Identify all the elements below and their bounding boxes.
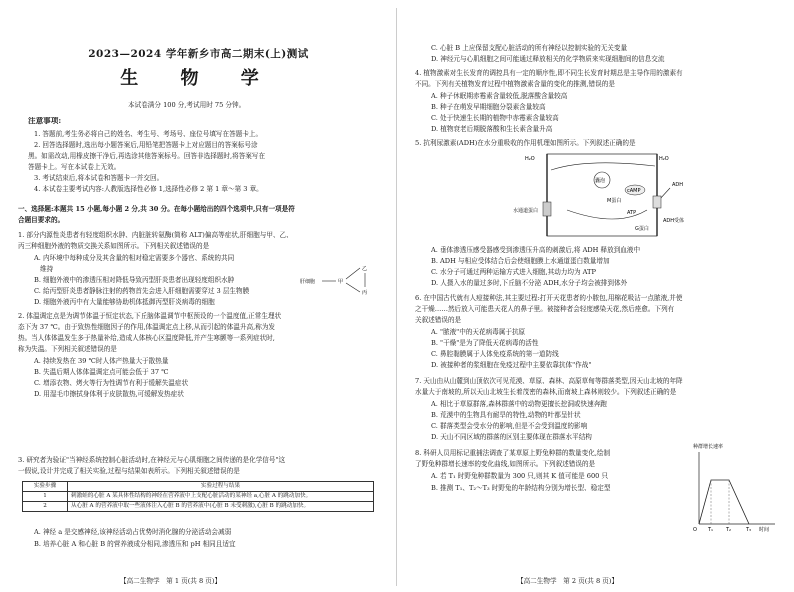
q6-option-c: C. 鼻腔黏膜属于人体免疫系统的第一道防线	[431, 350, 559, 358]
q1-label-liver-cell: 肝细胞	[300, 279, 316, 285]
q5-label-aquaporin: 水通道蛋白	[513, 208, 539, 214]
note-line: 4. 本试卷主要考试内容:人教版选择性必修 1,选择性必修 2 第 1 章～第 3 章。	[34, 185, 263, 193]
q3-option-b: B. 培养心脏 A 和心脏 B 的营养液成分相同,渗透压和 pH 相同且适宜	[34, 540, 236, 548]
q5-label-camp: cAMP	[627, 188, 641, 194]
note-line: 答题卡上。写在本试卷上无效。	[28, 163, 121, 171]
q8-stem: 8. 科研人员用标记重捕法调查了某草原上野兔种群的数量变化,绘制	[415, 449, 611, 457]
q5-option-c: C. 水分子可通过两种运输方式进入细胞,其动力均为 ATP	[431, 268, 596, 276]
q4-option-b: B. 种子在萌发早期细胞分裂素含量较高	[431, 103, 546, 111]
q2-stem: 热。当人体体温发生多于热量补给,造成人体核心区温度降低,并产生寒颤等一系列症状时,	[18, 334, 275, 342]
q2-option-a: A. 持续发热在 39 ℃时人体产热量大于散热量	[34, 357, 169, 365]
q1-option-a-cont: 维持	[40, 265, 54, 273]
q6-stem: 之干燥……然后放入可能患天花人的鼻子里。被接种者会轻度感染天花,然后痊愈。下列有	[415, 305, 675, 313]
q5-diagram	[507, 150, 707, 240]
q5-label-h2o-right: H₂O	[659, 156, 669, 162]
note-line: 2. 回答选择题时,选出每小题答案后,用铅笔把答题卡上对应题目的答案标号涂	[34, 141, 258, 149]
q5-option-d: D. 人摄入水的量过多时,下丘脑不分泌 ADH,水分子均会被排到体外	[431, 279, 628, 287]
q5-stem: 5. 抗利尿激素(ADH)在水分重吸收的作用机理如图所示。下列叙述正确的是	[415, 139, 636, 147]
q5-option-a: A. 垂体渗透压感受器感受到渗透压升高的刺激后,将 ADH 释放到血液中	[431, 246, 641, 254]
page-footer: 【高二生物学 第 2 页(共 8 页)】	[517, 577, 619, 585]
q5-label-vesicle: 囊泡	[595, 178, 606, 184]
q3-stem: 一假说,设计并完成了相关实验,过程与结果如表所示。下列相关叙述错误的是	[18, 467, 240, 475]
table-cell: 1	[23, 492, 68, 502]
q1-stem: 丙三种细胞外液的物质交换关系如图所示。下列相关叙述错误的是	[18, 242, 210, 250]
q8-label-y-axis: 种群增长速率	[693, 444, 724, 450]
q5-label-g-protein: G蛋白	[635, 226, 649, 232]
q5-label-receptor: ADH受体	[663, 218, 685, 224]
table-cell: 刺激蛙的心脏 A 某具体性结构的神经在营养液中上支配心脏活动的某神经 a,心脏 A 的跳动加快。	[68, 492, 374, 502]
q5-label-adh: ADH	[672, 182, 684, 188]
q4-stem: 不同。下列有关植物发育过程中植物激素含量的变化的推测,错误的是	[415, 80, 615, 88]
q6-stem: 关叙述错误的是	[415, 316, 462, 324]
q1-stem: 1. 部分内源性炎患者有轻度组织水肿、内脏脏转氨酶(简称 ALT)偏高等症状,肝细胞与甲、乙、	[18, 231, 293, 239]
q2-option-b: B. 失温后期人体体温调定点可能会低于 37 ℃	[34, 368, 169, 376]
table-header-row	[23, 482, 374, 492]
q6-option-d: D. 被接种者的浆细胞在免疫过程中主要依靠抗体"作战"	[431, 361, 592, 369]
q2-option-d: D. 用湿毛巾擦拭身体利于皮肤散热,可缓解发热症状	[34, 390, 184, 398]
q6-option-a: A. "脓液"中的天花病毒属于抗原	[431, 328, 526, 336]
section-heading-cont: 合题目要求的。	[18, 216, 65, 224]
q7-option-b: B. 荒漠中的生物具有耐旱的特性,动物的叶都呈针状	[431, 411, 581, 419]
q1-label-jia: 甲	[338, 279, 344, 285]
q5-label-h2o-left: H₂O	[525, 156, 535, 162]
q2-stem: 态下为 37 ℃。由于致热性细胞因子的作用,体温调定点上移,从而引起的体温升高,称为发	[18, 323, 276, 331]
q1-label-bing: 丙	[362, 290, 368, 296]
table-header: 实验步骤	[23, 482, 68, 492]
q4-option-a: A. 种子休眠期赤霉素含量较低,脱落酸含量较高	[431, 92, 568, 100]
q5-option-b: B. ADH 与相应受体结合后会使细胞膜上水通道蛋白数量增加	[431, 257, 610, 265]
section-heading: 一、选择题:本题共 15 小题,每小题 2 分,共 30 分。在每小题给出的四个选项中,只有一项是符	[18, 205, 295, 213]
page-footer: 【高二生物学 第 1 页(共 8 页)】	[120, 577, 222, 585]
q8-label-t1: T₁	[708, 527, 714, 533]
q8-label-origin: O	[693, 527, 697, 533]
q3-option-c: C. 心脏 B 上应保留支配心脏活动的所有神经以控制实验的无关变量	[431, 44, 628, 52]
q4-stem: 4. 植物激素对生长发育的调控具有一定的顺序性,即不同生长发育时期总是主导作用的激素有	[415, 69, 683, 77]
q2-stem: 2. 体温调定点是为调节体温于恒定状态,下丘脑体温调节中枢预设的一个温度值,正常生理状	[18, 312, 282, 320]
q8-option-a: A. 若 T₁ 时野兔种群数量为 300 只,则其 K 值可能是 600 只	[431, 472, 609, 480]
q4-option-c: C. 处于快速生长期的植物中赤霉素含量较高	[431, 114, 559, 122]
subject-title: 生 物 学	[120, 68, 277, 89]
table-row	[23, 502, 374, 512]
exam-title: 2023—2024 学年新乡市高二期末(上)测试	[88, 48, 309, 60]
table-cell: 从心脏 A 的营养液中取一些液体注入心脏 B 的营养液中(心脏 B 未受刺激),心脏 B 的跳动加快。	[68, 502, 374, 512]
q3-option-d: D. 神经元与心肌细胞之间可能通过释放相关的化学物质来实现细胞间的信息交流	[431, 55, 665, 63]
q3-stem: 3. 研究者为验证"当神经系统控制心脏活动时,在神经元与心肌细胞之间传递的是化学信号"这	[18, 456, 286, 464]
q7-option-d: D. 天山不同区域的群落的区别主要体现在群落水平结构	[431, 433, 592, 441]
table-cell: 2	[23, 502, 68, 512]
page-right	[397, 0, 794, 592]
q1-option-a: A. 内环境中每种成分及其含量的相对稳定需要多个器官、系统的共同	[34, 254, 235, 262]
notes-heading: 注意事项:	[28, 117, 62, 125]
q2-stem: 称为失温。下列相关叙述错误的是	[18, 345, 117, 353]
q3-option-a: A. 神经 a 是交感神经,该神经活动占优势时消化腺的分泌活动会减弱	[34, 528, 232, 536]
q3-table	[22, 481, 374, 512]
q6-stem: 6. 在中国古代就有人痘接种法,其主要过程:打开天花患者的小脓包,用棉花吸沾一点脓液,并使	[415, 294, 683, 302]
q5-label-atp: ATP	[627, 210, 637, 216]
q6-option-b: B. "干燥"是为了降低天花病毒的活性	[431, 339, 539, 347]
q8-label-time: 时间	[759, 527, 770, 533]
q1-option-d: D. 细胞外液丙中有大量能够协助机体抵御丙型肝炎病毒的细胞	[34, 298, 215, 306]
q8-label-t3: T₃	[746, 527, 752, 533]
q7-stem: 水量大于南坡的,所以天山北坡生长着茂密的森林,而南坡上森林则较少。下列叙述正确的是	[415, 388, 677, 396]
q4-option-d: D. 植物衰老后期脱落酸和生长素含量升高	[431, 125, 553, 133]
q1-option-b: B. 细胞外液中的渗透压相对降低导致丙型肝炎患者出现轻度组织水肿	[34, 276, 235, 284]
q8-option-b: B. 推测 T₁、T₂～T₃ 时野兔的年龄结构分别为增长型、稳定型	[431, 484, 611, 492]
q1-label-yi: 乙	[362, 266, 368, 272]
q8-growth-rate-graph	[687, 440, 782, 535]
q8-label-t2: T₂	[726, 527, 732, 533]
note-line: 黑。如需改动,用橡皮擦干净后,再选涂其他答案标号。回答非选择题时,将答案写在	[28, 152, 266, 160]
q1-diagram	[300, 262, 380, 296]
table-row	[23, 492, 374, 502]
q7-option-a: A. 相比于草原群落,森林群落中的动物更擅长挖洞或快速奔跑	[431, 400, 607, 408]
q5-label-m-protein: M蛋白	[607, 198, 622, 204]
q7-stem: 7. 天山由从山麓到山顶依次可见荒漠、草原、森林、高原草甸等群落类型,因天山北坡的年降	[415, 377, 683, 385]
q7-option-c: C. 群落类型会受水分的影响,但是不会受到温度的影响	[431, 422, 588, 430]
q2-option-c: C. 增添衣物、烤火等行为性调节有利于缓解失温症状	[34, 379, 189, 387]
table-header: 实验过程与结果	[68, 482, 374, 492]
score-line: 本试卷满分 100 分,考试用时 75 分钟。	[128, 101, 246, 109]
q8-stem: 了野兔种群增长速率的变化曲线,如图所示。下列叙述错误的是	[415, 460, 596, 468]
note-line: 3. 考试结束后,将本试卷和答题卡一并交回。	[34, 174, 164, 182]
q1-option-c: C. 給丙型肝炎患者静脉注射的药物首先会进入肝细胞需要穿过 3 层生物膜	[34, 287, 250, 295]
note-line: 1. 答题前,考生务必将自己的姓名、考生号、考场号、座位号填写在答题卡上。	[34, 130, 263, 138]
